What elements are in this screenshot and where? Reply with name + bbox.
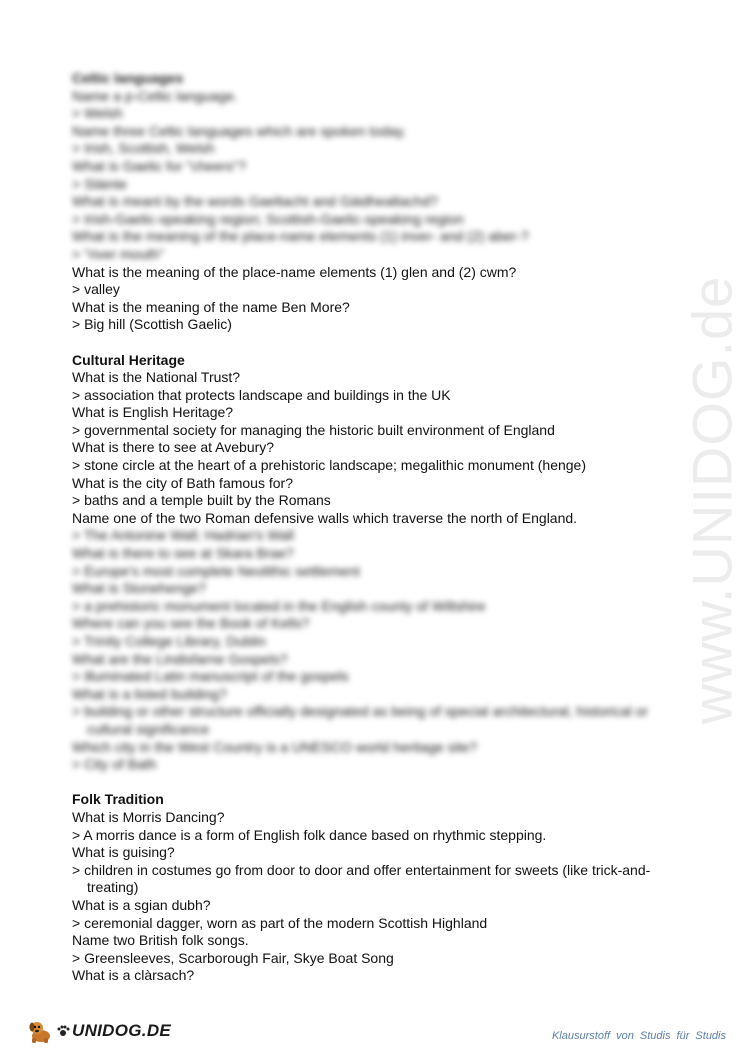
question-line: What is the meaning of the place-name elements (1) glen and (2) cwm? — [72, 263, 517, 280]
question-line: What is the meaning of the name Ben More? — [72, 298, 350, 315]
unidog-logo — [26, 1018, 171, 1044]
section-spacer — [72, 774, 662, 792]
paw-icon — [56, 1024, 70, 1038]
question-line: What is a clàrsach? — [72, 967, 195, 984]
section-cultural-heritage — [72, 352, 662, 774]
section-heading: Celtic languages — [72, 70, 184, 86]
question-line: What is there to see at Skara Brae? — [72, 545, 294, 562]
watermark: www.UNIDOG.de — [680, 275, 744, 725]
answer-line: > illuminated Latin manuscript of the gospels — [72, 668, 349, 685]
question-line: Where can you see the Book of Kells? — [72, 615, 310, 632]
answer-line: > valley — [72, 281, 120, 298]
answer-line: > association that protects landscape and buildings in the UK — [72, 386, 451, 403]
answer-line: > Irish-Gaelic-speaking region; Scottish-Gaelic-speaking region — [72, 210, 464, 227]
answer-line: > building or other structure officially designated as being of special architectural, historical or cultural significance — [72, 703, 648, 737]
question-line: Name three Celtic languages which are spoken today. — [72, 122, 407, 139]
answer-line: > Welsh — [72, 105, 123, 122]
question-line: What is English Heritage? — [72, 404, 234, 421]
answer-line: > City of Bath — [72, 756, 157, 773]
answer-line: > A morris dance is a form of English folk dance based on rhythmic stepping. — [72, 826, 547, 843]
question-line: What is Gaelic for "cheers"? — [72, 157, 247, 174]
question-line: What is meant by the words Gaeltacht and Gàidhealtachd? — [72, 193, 438, 210]
question-line: What is a listed building? — [72, 685, 227, 702]
question-line: Name a p-Celtic language. — [72, 87, 238, 104]
answer-line: > a prehistoric monument located in the English county of Wiltshire — [72, 597, 486, 614]
answer-line: > Greensleeves, Scarborough Fair, Skye Boat Song — [72, 949, 394, 966]
question-line: What is the National Trust? — [72, 369, 241, 386]
section-folk-tradition — [72, 791, 662, 985]
answer-line: > baths and a temple built by the Romans — [72, 492, 331, 509]
question-line: What are the Lindisfarne Gospels? — [72, 650, 288, 667]
section-celtic-languages — [72, 70, 662, 334]
answer-line: > governmental society for managing the historic built environment of England — [72, 421, 555, 438]
section-spacer — [72, 334, 662, 352]
question-line: What is guising? — [72, 844, 175, 861]
section-heading: Folk Tradition — [72, 791, 164, 808]
answer-line: > stone circle at the heart of a prehistoric landscape; megalithic monument (henge) — [72, 457, 587, 474]
dog-mascot-icon — [26, 1018, 56, 1044]
footer-slogan: Klausurstoff von Studis für Studis — [551, 1030, 726, 1042]
document-body — [72, 70, 662, 985]
answer-line: > Irish, Scottish, Welsh — [72, 140, 215, 157]
question-line: What is the meaning of the place-name elements (1) inver- and (2) aber-? — [72, 228, 529, 245]
answer-line: > The Antonine Wall; Hadrian's Wall — [72, 527, 294, 544]
answer-line: > Big hill (Scottish Gaelic) — [72, 316, 232, 333]
answer-line: > children in costumes go from door to door and offer entertainment for sweets (like trick-and-treating) — [72, 861, 651, 896]
answer-line: > ceremonial dagger, worn as part of the modern Scottish Highland — [72, 914, 488, 931]
question-line: Name two British folk songs. — [72, 932, 249, 949]
question-line: What is Stonehenge? — [72, 580, 206, 597]
question-line: What is there to see at Avebury? — [72, 439, 275, 456]
answer-line: > "river mouth" — [72, 245, 165, 262]
question-line: What is Morris Dancing? — [72, 808, 225, 825]
answer-line: > Trinity College Library, Dublin — [72, 633, 266, 649]
question-line: Which city in the West Country is a UNESCO world heritage site? — [72, 738, 478, 755]
answer-line: > Europe's most complete Neolithic settlement — [72, 562, 360, 579]
question-line: Name one of the two Roman defensive walls which traverse the north of England. — [72, 509, 578, 526]
question-line: What is a sgian dubh? — [72, 896, 211, 913]
question-line: What is the city of Bath famous for? — [72, 474, 293, 491]
answer-line: > Slàinte — [72, 175, 127, 192]
logo-text: UNIDOG.DE — [72, 1021, 172, 1040]
section-heading: Cultural Heritage — [72, 351, 185, 368]
